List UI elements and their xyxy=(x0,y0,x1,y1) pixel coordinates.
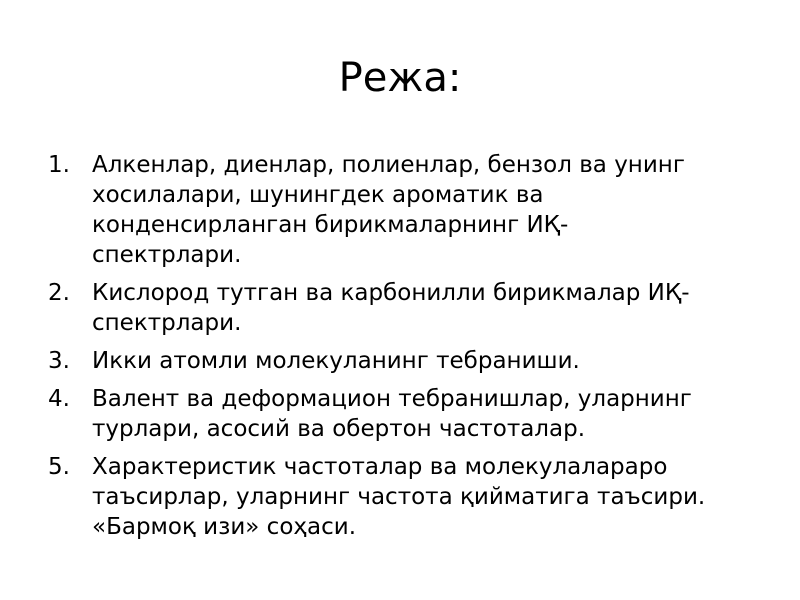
slide-title: Режа: xyxy=(338,55,462,101)
list-item xyxy=(48,150,760,270)
list-item xyxy=(48,384,760,444)
list-item-text: Алкенлар, диенлар, полиенлар, бензол ва унинг хосилалари, шунингдек ароматик ва конденсирланган бирикмаларнинг ИҚ- спектрлари. xyxy=(92,152,685,268)
list-item-number: 2. xyxy=(48,280,70,306)
list-item-text: Валент ва деформацион тебранишлар, уларнинг турлари, асосий ва обертон частоталар. xyxy=(92,386,692,442)
list-item-number: 4. xyxy=(48,386,70,412)
plan-list xyxy=(48,150,760,550)
list-item-number: 1. xyxy=(48,152,70,178)
list-item-text: Кислород тутган ва карбонилли бирикмалар ИҚ- спектрлари. xyxy=(92,280,690,336)
list-item-text: Характеристик частоталар ва молекулалараро таъсирлар, уларнинг частота қийматига таъсири. «Бармоқ изи» соҳаси. xyxy=(92,454,706,540)
list-item xyxy=(48,346,760,376)
list-item-number: 3. xyxy=(48,348,70,374)
list-item-text: Икки атомли молекуланинг тебраниши. xyxy=(92,348,580,374)
list-item xyxy=(48,278,760,338)
list-item-number: 5. xyxy=(48,454,70,480)
list-item xyxy=(48,452,760,542)
